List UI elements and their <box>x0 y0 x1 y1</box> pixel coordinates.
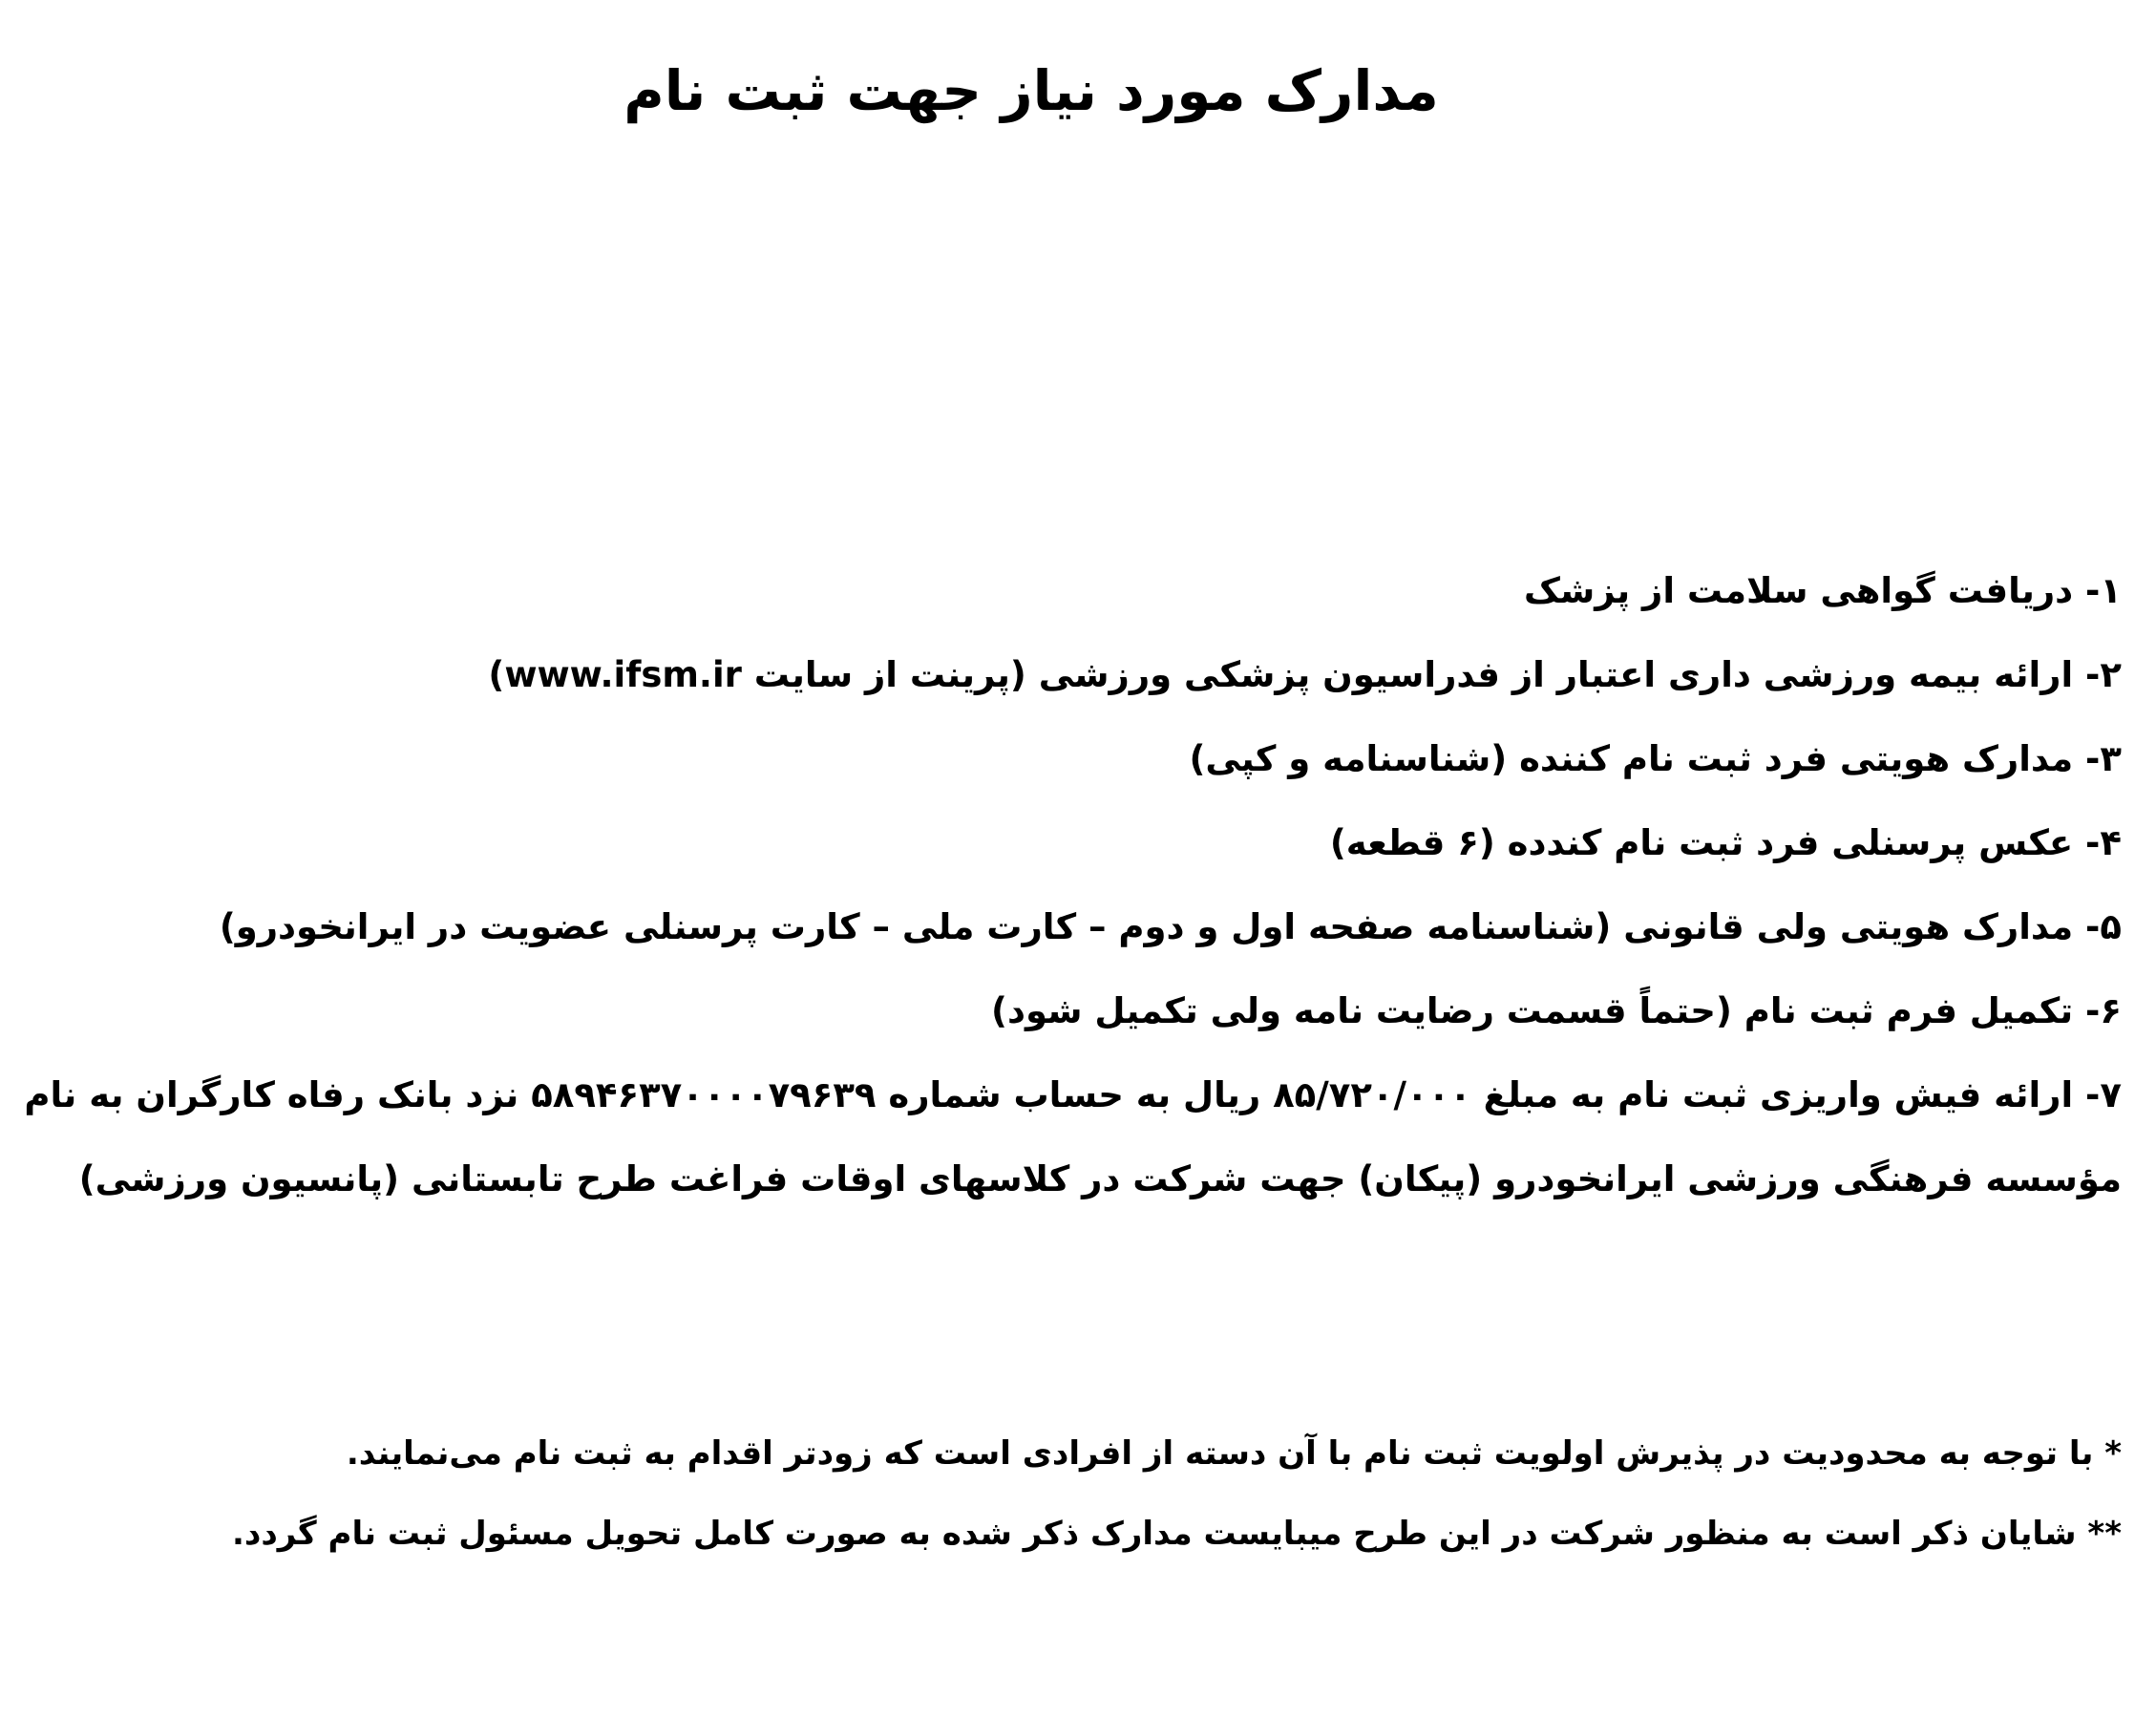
requirement-item-4: ۴- عکس پرسنلی فرد ثبت نام کندده (۶ قطعه) <box>1329 822 2122 863</box>
note-item-2: ** شایان ذکر است به منظور شرکت در این طرح میبایست مدارک ذکر شده به صورت کامل تحویل مسئول ثبت نام گردد. <box>231 1515 2122 1553</box>
requirement-item-1: ۱- دریافت گواهی سلامت از پزشک <box>1523 570 2122 611</box>
requirement-item-5: ۵- مدارک هویتی ولی قانونی (شناسنامه صفحه اول و دوم – کارت ملی – کارت پرسنلی عضویت در ایرانخودرو) <box>219 906 2122 947</box>
requirement-item-7: ۷- ارائه فیش واریزی ثبت نام به مبلغ ۸۵/۷۲۰/۰۰۰ ریال به حساب شماره ۵۸۹۴۶۳۷۰۰۰۰۷۹۶۳۹ نزد بانک رفاه کارگران به نام مؤسسه فرهنگی ورزشی ایرانخودرو (پیکان) جهت شرکت در کلاسهای اوقات فراغت طرح تابستانی (پانسیون ورزشی) <box>24 1074 2122 1199</box>
requirement-item-2: ۲- ارائه بیمه ورزشی داری اعتبار از فدراسیون پزشکی ورزشی (پرینت از سایت www.ifsm.ir) <box>488 654 2122 695</box>
notes-list <box>21 1413 2122 1574</box>
requirement-item-3: ۳- مدارک هویتی فرد ثبت نام کننده (شناسنامه و کپی) <box>1189 738 2122 779</box>
requirement-item-6: ۶- تکمیل فرم ثبت نام (حتماً قسمت رضایت نامه ولی تکمیل شود) <box>991 990 2122 1031</box>
note-item-1: * با توجه به محدودیت در پذیرش اولویت ثبت نام با آن دسته از افرادی است که زودتر اقدام به ثبت نام می‌نمایند. <box>346 1434 2122 1473</box>
requirements-list <box>21 549 2122 1221</box>
page-title: مدارک مورد نیاز جهت ثبت نام <box>624 58 1439 123</box>
